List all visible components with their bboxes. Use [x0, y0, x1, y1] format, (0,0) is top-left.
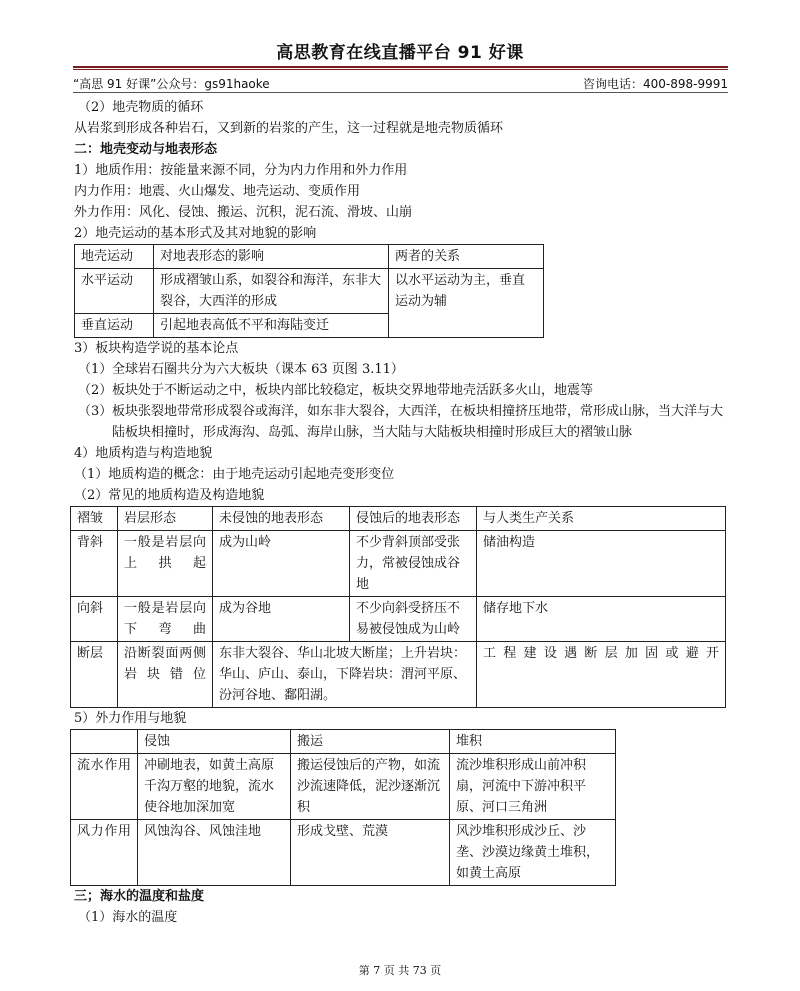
text-line: 内力作用：地震、火山爆发、地壳运动、变质作用: [74, 184, 361, 199]
table-cell: 地壳运动: [75, 245, 154, 269]
header-wechat: “高思 91 好课”公众号：gs91haoke: [73, 77, 270, 91]
table-row: [71, 642, 726, 708]
header-bottom-rule: [73, 92, 728, 93]
table-cell: 侵蚀后的地表形态: [350, 507, 477, 531]
table-cell: 一般是岩层向上拱起: [118, 531, 213, 597]
table-cell: 以水平运动为主，垂直运动为辅: [389, 269, 544, 338]
table-cell: [71, 730, 138, 754]
table-header-row: [71, 507, 726, 531]
table-cell: 水平运动: [75, 269, 154, 314]
text-line: 外力作用：风化、侵蚀、搬运、沉积，泥石流、滑坡、山崩: [74, 205, 413, 220]
list-item: [74, 359, 730, 380]
list-item: [74, 401, 730, 443]
header-subline: [73, 75, 728, 92]
table-cell: 风蚀沟谷、风蚀洼地: [138, 820, 291, 886]
table-row: [71, 820, 616, 886]
table-cell: 成为谷地: [213, 597, 350, 642]
page-number: 第 7 页 共 73 页: [358, 964, 442, 977]
table-header-row: [71, 730, 616, 754]
text-line: （1）地质构造的概念：由于地壳运动引起地壳变形变位: [74, 467, 395, 482]
table-header-row: [75, 245, 544, 269]
text-line: 5）外力作用与地貌: [74, 711, 187, 726]
table-cell: 断层: [71, 642, 118, 708]
text-line: 1）地质作用：按能量来源不同，分为内力作用和外力作用: [74, 163, 408, 178]
table-cell: 背斜: [71, 531, 118, 597]
list-text: 板块张裂地带常形成裂谷或海洋，如东非大裂谷，大西洋，在板块相撞挤压地带，常形成山脉，当大洋与大陆板块相撞时，形成海沟、岛弧、海岸山脉，当大陆与大陆板块相撞时形成巨大的褶皱山脉: [112, 404, 724, 440]
table-cell: 风沙堆积形成沙丘、沙垄、沙漠边缘黄土堆积，如黄土高原: [450, 820, 616, 886]
table-cell: 垂直运动: [75, 314, 154, 338]
table-cell: 工程建设遇断层加固或避开: [477, 642, 726, 708]
list-number: （2）: [78, 383, 113, 398]
text-line: 2）地壳运动的基本形式及其对地貌的影响: [74, 226, 317, 241]
list-number: （1）: [78, 362, 113, 377]
table-cell: 未侵蚀的地表形态: [213, 507, 350, 531]
list-number: （3）: [78, 404, 113, 419]
table-cell: 东非大裂谷、华山北坡大断崖；上升岩块：华山、庐山、泰山，下降岩块：渭河平原、汾河谷地、鄱阳湖。: [213, 642, 477, 708]
section-heading: 二：地壳变动与地表形态: [74, 142, 218, 157]
table-cell: 侵蚀: [138, 730, 291, 754]
table-cell: 岩层形态: [118, 507, 213, 531]
header-phone: 咨询电话：400-898-9991: [582, 77, 728, 91]
text-line: 3）板块构造学说的基本论点: [74, 341, 239, 356]
table-cell: 搬运侵蚀后的产物，如流沙流速降低，泥沙逐渐沉积: [291, 754, 450, 820]
page-header-title: 高思教育在线直播平台 91 好课: [276, 43, 524, 63]
table-cell: 储存地下水: [477, 597, 726, 642]
table-cell: 搬运: [291, 730, 450, 754]
text-line: 从岩浆到形成各种岩石，又到新的岩浆的产生，这一过程就是地壳物质循环: [74, 121, 504, 136]
table-cell: 一般是岩层向下弯曲: [118, 597, 213, 642]
table-cell: 向斜: [71, 597, 118, 642]
table-cell: 形成褶皱山系，如裂谷和海洋，东非大裂谷，大西洋的形成: [154, 269, 389, 314]
table-row: [71, 531, 726, 597]
header-rule-thin: [73, 69, 728, 70]
document-body: [74, 97, 730, 928]
list-text: 全球岩石圈共分为六大板块（课本 63 页图 3.11）: [112, 362, 404, 377]
table-cell: 两者的关系: [389, 245, 544, 269]
table-cell: 引起地表高低不平和海陆变迁: [154, 314, 389, 338]
table-cell: 褶皱: [71, 507, 118, 531]
table-cell: 成为山岭: [213, 531, 350, 597]
table-cell: 与人类生产关系: [477, 507, 726, 531]
list-item: [74, 380, 730, 401]
text-line: （2）常见的地质构造及构造地貌: [74, 488, 265, 503]
geologic-structure-table: [70, 506, 726, 708]
table-row: [75, 269, 544, 314]
crust-movement-table: [74, 244, 544, 338]
table-cell: 风力作用: [71, 820, 138, 886]
table-cell: 冲刷地表，如黄土高原千沟万壑的地貌，流水使谷地加深加宽: [138, 754, 291, 820]
table-row: [71, 597, 726, 642]
table-cell: 对地表形态的影响: [154, 245, 389, 269]
table-cell: 储油构造: [477, 531, 726, 597]
text-line: （2）地壳物质的循环: [78, 100, 204, 115]
text-line: 4）地质构造与构造地貌: [74, 446, 213, 461]
table-cell: 形成戈壁、荒漠: [291, 820, 450, 886]
section-heading: 三；海水的温度和盐度: [74, 889, 205, 904]
text-line: （1）海水的温度: [78, 910, 178, 925]
table-cell: 堆积: [450, 730, 616, 754]
list-text: 板块处于不断运动之中，板块内部比较稳定，板块交界地带地壳活跃多火山，地震等: [112, 383, 594, 398]
header-rule: [73, 66, 728, 68]
table-cell: 不少背斜顶部受张力，常被侵蚀成谷地: [350, 531, 477, 597]
table-cell: 流水作用: [71, 754, 138, 820]
table-cell: 沿断裂面两侧岩块错位: [118, 642, 213, 708]
table-cell: 不少向斜受挤压不易被侵蚀成为山岭: [350, 597, 477, 642]
table-cell: 流沙堆积形成山前冲积扇，河流中下游冲积平原、河口三角洲: [450, 754, 616, 820]
external-force-table: [70, 729, 616, 886]
table-row: [71, 754, 616, 820]
